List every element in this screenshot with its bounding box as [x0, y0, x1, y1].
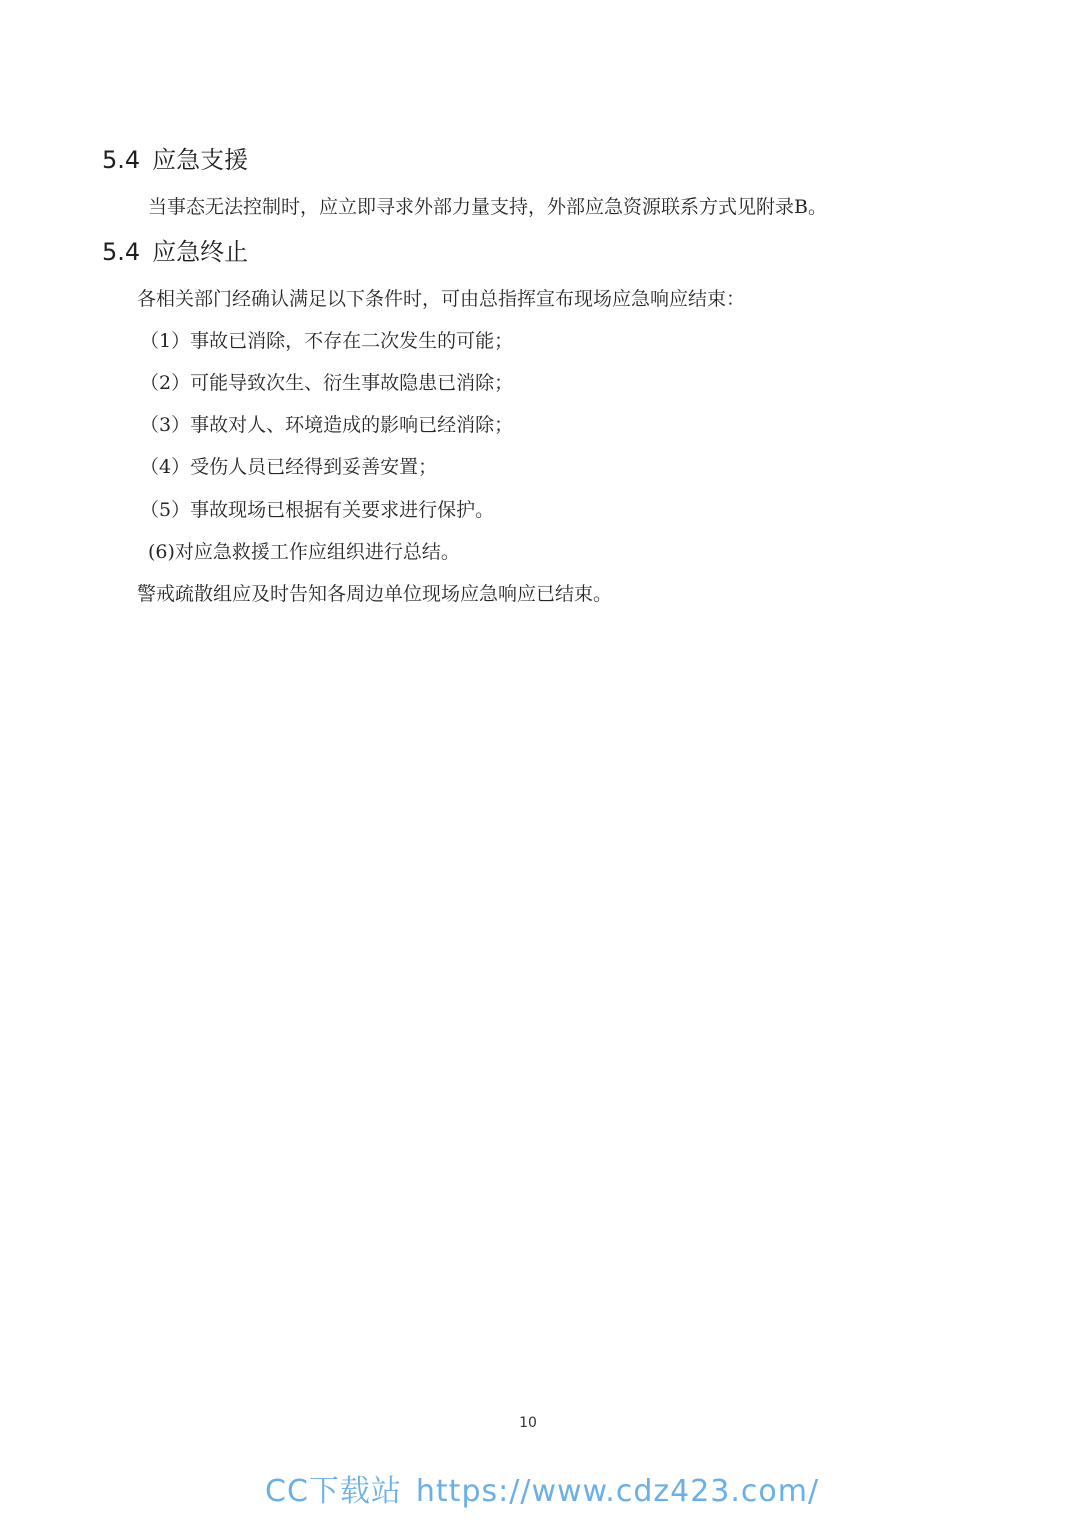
section-heading-support [102, 145, 248, 175]
termination-intro: 各相关部门经确认满足以下条件时，可由总指挥宣布现场应急响应结束： [137, 288, 746, 310]
condition-item: （3）事故对人、环境造成的影响已经消除； [140, 414, 514, 436]
page-number: 10 [519, 1415, 537, 1431]
watermark [265, 1472, 819, 1512]
section-number: 5.4 [102, 146, 141, 174]
condition-item: (6)对应急救援工作应组织进行总结。 [148, 541, 460, 563]
section-heading-termination [102, 237, 248, 267]
section-number: 5.4 [102, 238, 141, 266]
termination-closing: 警戒疏散组应及时告知各周边单位现场应急响应已结束。 [137, 583, 613, 605]
condition-item: （5）事故现场已根据有关要求进行保护。 [140, 499, 495, 521]
condition-item: （4）受伤人员已经得到妥善安置； [140, 456, 438, 478]
section-title: 应急支援 [152, 146, 249, 174]
section-title: 应急终止 [152, 238, 249, 266]
watermark-url: https://www.cdz423.com/ [415, 1474, 820, 1509]
support-paragraph: 当事态无法控制时，应立即寻求外部力量支持，外部应急资源联系方式见附录B。 [148, 196, 827, 218]
watermark-site-name: CC下载站 [265, 1474, 402, 1509]
condition-item: （1）事故已消除，不存在二次发生的可能； [140, 330, 514, 352]
condition-item: （2）可能导致次生、衍生事故隐患已消除； [140, 372, 514, 394]
